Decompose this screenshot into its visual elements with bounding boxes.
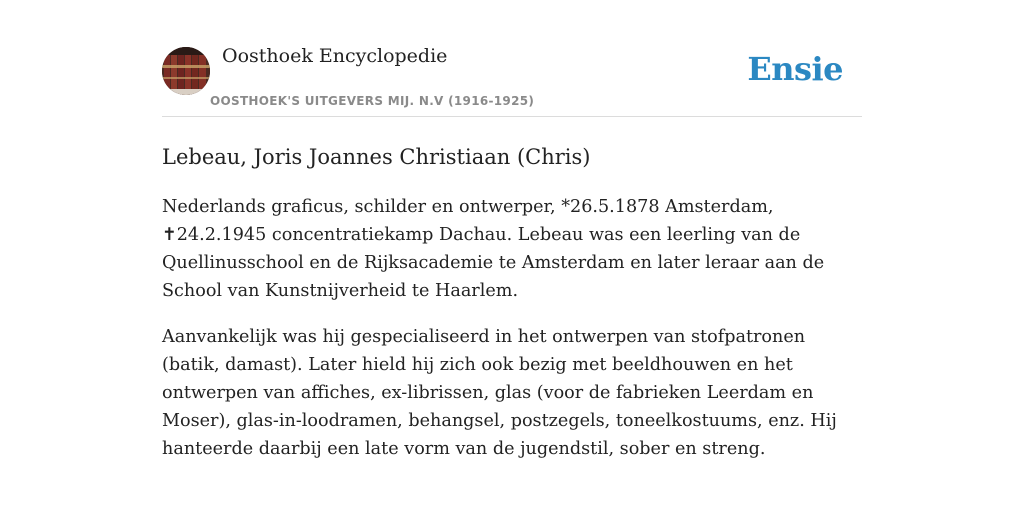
entry-paragraph: Nederlands graficus, schilder en ontwerper, *26.5.1878 Amsterdam, ✝24.2.1945 concentratiekamp Dachau. Lebeau was een leerling van de Quellinusschool en de Rijksacademie te Amsterdam en later leraar aan de School van Kunstnijverheid te Haarlem. <box>162 197 825 301</box>
entry-card <box>162 0 862 463</box>
entry-paragraph: Aanvankelijk was hij gespecialiseerd in het ontwerpen van stofpatronen (batik, damast). Later hield hij zich ook bezig met beeldhouwen en het ontwerpen van affiches, ex-librissen, glas (voor de fabrieken Leerdam en Moser), glas-in-loodramen, behangsel, postzegels, toneelkostuums, enz. Hij hanteerde daarbij een late vorm van de jugendstil, sober en streng. <box>162 327 837 459</box>
brand-logo[interactable]: Ensie <box>747 50 843 88</box>
entry-title: Lebeau, Joris Joannes Christiaan (Chris) <box>162 145 591 169</box>
publisher-subtitle: OOSTHOEK'S UITGEVERS MIJ. N.V (1916-1925) <box>210 94 535 108</box>
site-title[interactable]: Oosthoek Encyclopedie <box>222 45 448 67</box>
encyclopedia-books-icon[interactable] <box>162 47 210 95</box>
site-header <box>162 0 862 117</box>
